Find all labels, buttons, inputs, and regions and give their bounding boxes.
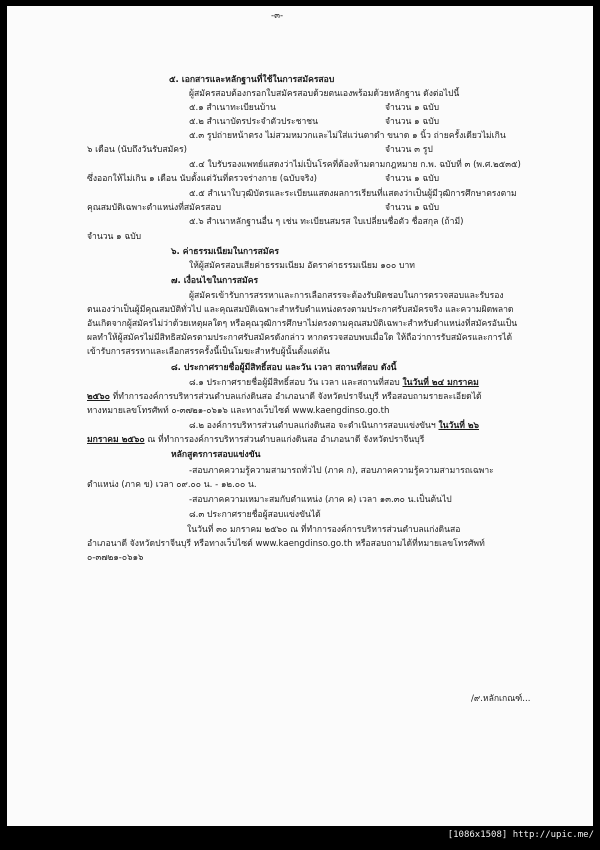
item-5-5-qty: จำนวน ๑ ฉบับ <box>385 203 440 213</box>
item-5-5: ๕.๕ สำเนาใบวุฒิบัตรและระเบียนแสดงผลการเรียนที่แสดงว่าเป็นผู้มีวุฒิการศึกษาตรงตาม <box>189 189 517 199</box>
item-5-6: ๕.๖ สำเนาหลักฐานอื่น ๆ เช่น ทะเบียนสมรส ใบเปลี่ยนชื่อตัว ชื่อสกุล (ถ้ามี) <box>189 217 464 227</box>
item-8-1-date: ในวันที่ ๒๔ มกราคม <box>402 378 479 388</box>
document-page <box>7 6 593 826</box>
section-7-line-3: อันเกิดจากผู้สมัครไม่ว่าด้วยเหตุผลใดๆ หรือคุณวุฒิการศึกษาไม่ตรงตามคุณสมบัติเฉพาะสำหรับตำแหน่งที่สมัครอันเป็น <box>87 319 518 329</box>
item-8-3-date: ในวันที่ ๓๐ มกราคม ๒๕๖๐ ณ ที่ทำการองค์การบริหารส่วนตำบลแก่งดินสอ <box>187 525 461 535</box>
item-5-3-cont: ๖ เดือน (นับถึงวันรับสมัคร) <box>87 145 187 155</box>
exam-part-a-b: -สอบภาคความรู้ความสามารถทั่วไป (ภาค ก), สอบภาคความรู้ความสามารถเฉพาะ <box>189 466 494 476</box>
item-5-2: ๕.๒ สำเนาบัตรประจำตัวประชาชน <box>189 117 318 127</box>
item-8-2-month-year: มกราคม ๒๕๖๐ <box>87 435 145 445</box>
section-8-heading: ๘. ประกาศรายชื่อผู้มีสิทธิ์สอบ และวัน เวลา สถานที่สอบ ดังนี้ <box>171 363 397 373</box>
item-8-2-cont <box>87 434 424 446</box>
continuation-note: /๙.หลักเกณฑ์... <box>471 694 531 704</box>
exam-part-c: -สอบภาคความเหมาะสมกับตำแหน่ง (ภาค ค) เวลา ๑๓.๓๐ น.เป็นต้นไป <box>189 495 452 505</box>
item-8-3-cont: อำเภอนาดี จังหวัดปราจีนบุรี หรือทางเว็บไซต์ www.kaengdinso.go.th หรือสอบถามได้ที่หมายเลขโทรศัพท์ <box>87 539 485 549</box>
section-7-line-2: ตนเองว่าเป็นผู้มีคุณสมบัติทั่วไป และคุณสมบัติเฉพาะสำหรับตำแหน่งตรงตามประกาศรับสมัครจริง และความผิดพลาด <box>87 305 514 315</box>
section-7-heading: ๗. เงื่อนไขในการสมัคร <box>171 276 259 286</box>
item-5-4: ๕.๔ ใบรับรองแพทย์แสดงว่าไม่เป็นโรคที่ต้องห้ามตามกฎหมาย ก.พ. ฉบับที่ ๓ (พ.ศ.๒๕๓๕) <box>189 160 521 170</box>
item-8-1-phone-web: ทางหมายเลขโทรศัพท์ ๐-๓๗๒๑-๐๖๑๖ และทางเว็บไซต์ www.kaengdinso.go.th <box>87 406 390 416</box>
item-8-3: ๘.๓ ประกาศรายชื่อผู้สอบแข่งขันได้ <box>189 510 321 520</box>
watermark-url: [1086x1508] http://upic.me/ <box>447 830 594 840</box>
section-7-line-4: ผลทำให้ผู้สมัครไม่มีสิทธิสมัครตามประกาศรับสมัครดังกล่าว หากตรวจสอบพบเมื่อใด ให้ถือว่าการรับสมัครและการได้ <box>87 333 513 343</box>
section-6-heading: ๖. ค่าธรรมเนียมในการสมัคร <box>171 247 279 257</box>
item-5-5-cont: คุณสมบัติเฉพาะตำแหน่งที่สมัครสอบ <box>87 203 222 213</box>
section-6-body: ให้ผู้สมัครสอบเสียค่าธรรมเนียม อัตราค่าธรรมเนียม ๑๐๐ บาท <box>189 261 415 271</box>
item-5-2-qty: จำนวน ๑ ฉบับ <box>385 117 440 127</box>
item-5-3-qty: จำนวน ๓ รูป <box>385 145 433 155</box>
item-8-2-text: ๘.๒ องค์การบริหารส่วนตำบลแก่งดินสอ จะดำเนินการสอบแข่งขันฯ <box>189 421 439 431</box>
item-8-1-cont <box>87 391 482 403</box>
item-8-3-phone: ๐-๓๗๒๑-๐๖๑๖ <box>87 553 144 563</box>
page-number: -๓- <box>271 11 284 21</box>
section-5-intro: ผู้สมัครสอบต้องกรอกใบสมัครสอบด้วยตนเองพร้อมด้วยหลักฐาน ดังต่อไปนี้ <box>189 89 460 99</box>
item-8-1-text: ๘.๑ ประกาศรายชื่อผู้มีสิทธิ์สอบ วัน เวลา และสถานที่สอบ <box>189 378 403 388</box>
exam-part-a-b-time: ตำแหน่ง (ภาค ข) เวลา ๐๙.๐๐ น. - ๑๒.๐๐ น. <box>87 480 257 490</box>
item-5-4-qty: จำนวน ๑ ฉบับ <box>385 174 440 184</box>
section-7-line-5: เข้ารับการสรรหาและเลือกสรรครั้งนี้เป็นโมฆะสำหรับผู้นั้นตั้งแต่ต้น <box>87 347 330 357</box>
item-8-1-year: ๒๕๖๐ <box>87 392 110 402</box>
item-8-2-cont-text: ณ ที่ทำการองค์การบริหารส่วนตำบลแก่งดินสอ อำเภอนาดี จังหวัดปราจีนบุรี <box>144 435 425 445</box>
item-5-6-qty: จำนวน ๑ ฉบับ <box>87 232 142 242</box>
item-8-2 <box>189 420 479 432</box>
item-5-1-qty: จำนวน ๑ ฉบับ <box>385 103 440 113</box>
item-8-1 <box>189 377 479 389</box>
item-5-1: ๕.๑ สำเนาทะเบียนบ้าน <box>189 103 276 113</box>
exam-curriculum-heading: หลักสูตรการสอบแข่งขัน <box>171 450 261 460</box>
item-8-1-cont-text: ที่ทำการองค์การบริหารส่วนตำบลแก่งดินสอ อำเภอนาดี จังหวัดปราจีนบุรี หรือสอบถามรายละเอียดได้ <box>112 392 482 402</box>
item-8-2-date: ในวันที่ ๒๖ <box>438 421 480 431</box>
item-5-3: ๕.๓ รูปถ่ายหน้าตรง ไม่สวมหมวกและไม่ใส่แว่นตาดำ ขนาด ๑ นิ้ว ถ่ายครั้งเดียวไม่เกิน <box>189 131 506 141</box>
section-5-heading: ๕. เอกสารและหลักฐานที่ใช้ในการสมัครสอบ <box>169 75 335 85</box>
item-5-4-cont: ซึ่งออกให้ไม่เกิน ๑ เดือน นับตั้งแต่วันที่ตรวจร่างกาย (ฉบับจริง) <box>87 174 318 184</box>
section-7-line-1: ผู้สมัครเข้ารับการสรรหาและการเลือกสรรจะต้องรับผิดชอบในการตรวจสอบและรับรอง <box>189 291 504 301</box>
